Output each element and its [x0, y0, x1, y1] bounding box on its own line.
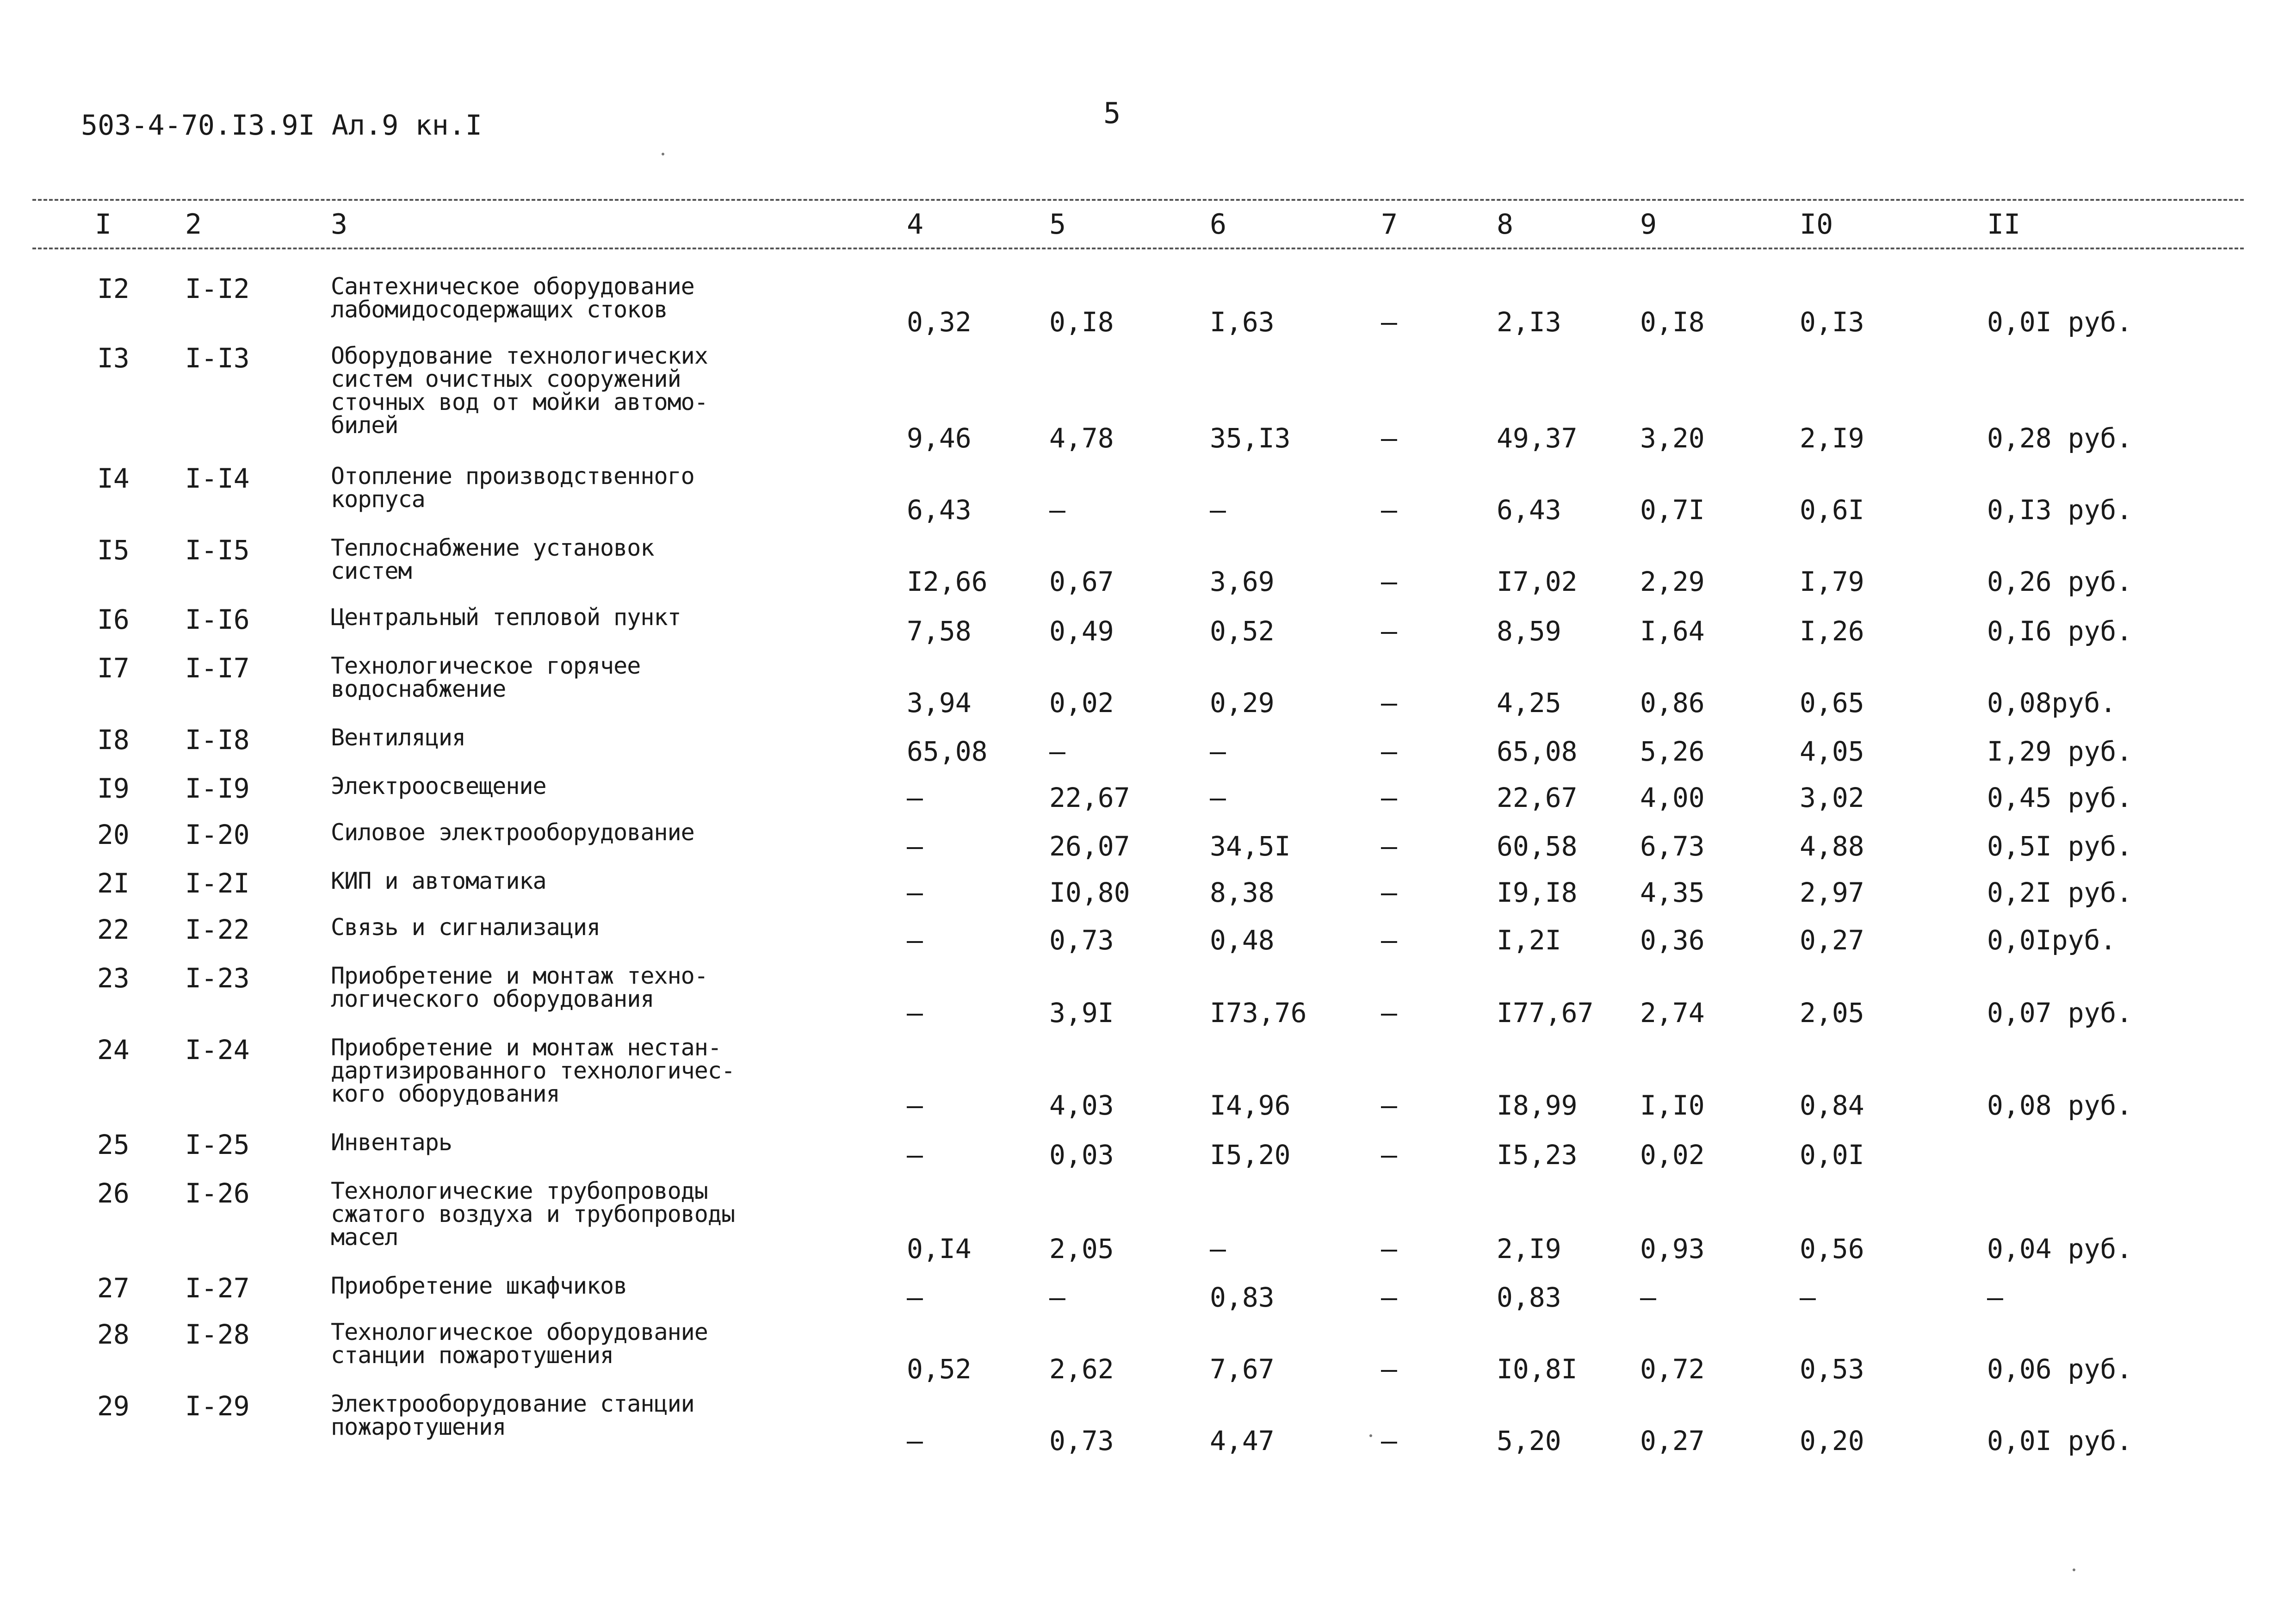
value-col-10: I,26 — [1800, 615, 1864, 647]
value-col-9: 0,93 — [1640, 1233, 1705, 1264]
value-col-11: 0,08руб. — [1987, 687, 2117, 719]
value-col-7: – — [1381, 687, 1397, 719]
value-col-7: – — [1381, 422, 1397, 454]
value-col-5: 26,07 — [1049, 831, 1130, 862]
value-col-11: 0,45 руб. — [1987, 782, 2133, 813]
column-header: 2 — [185, 208, 202, 241]
value-col-8: 6,43 — [1497, 494, 1561, 526]
row-description: Приобретение и монтаж техно- логического оборудования — [331, 962, 708, 1012]
value-col-8: 8,59 — [1497, 615, 1561, 647]
value-col-10: 2,05 — [1800, 997, 1864, 1029]
value-col-5: 2,05 — [1049, 1233, 1114, 1264]
value-col-8: 22,67 — [1497, 782, 1578, 813]
value-col-7: – — [1381, 1282, 1397, 1313]
value-col-8: I8,99 — [1497, 1090, 1578, 1121]
value-col-4: 65,08 — [907, 736, 988, 767]
row-number: 23 — [97, 962, 130, 994]
row-code: I-I6 — [185, 604, 250, 635]
value-col-5: – — [1049, 1282, 1065, 1313]
value-col-9: 0,27 — [1640, 1425, 1705, 1457]
row-description: Теплоснабжение установок систем — [331, 534, 654, 584]
value-col-9: I,64 — [1640, 615, 1705, 647]
scan-speck — [662, 153, 664, 155]
value-col-11: 0,I6 руб. — [1987, 615, 2133, 647]
value-col-4: 6,43 — [907, 494, 972, 526]
value-col-11: 0,0I руб. — [1987, 1425, 2133, 1457]
value-col-8: 2,I9 — [1497, 1233, 1561, 1264]
value-col-9: 2,74 — [1640, 997, 1705, 1029]
value-col-4: 0,I4 — [907, 1233, 972, 1264]
value-col-7: – — [1381, 494, 1397, 526]
value-col-9: 2,29 — [1640, 566, 1705, 597]
column-header: 8 — [1497, 208, 1514, 241]
value-col-6: I73,76 — [1210, 997, 1307, 1029]
scan-speck — [2073, 1568, 2075, 1571]
value-col-5: 2,62 — [1049, 1353, 1114, 1385]
value-col-5: 0,73 — [1049, 924, 1114, 956]
column-header: II — [1987, 208, 2021, 241]
value-col-4: 0,52 — [907, 1353, 972, 1385]
value-col-4: 3,94 — [907, 687, 972, 719]
value-col-5: – — [1049, 736, 1065, 767]
value-col-10: 2,I9 — [1800, 422, 1864, 454]
value-col-6: 35,I3 — [1210, 422, 1291, 454]
row-code: I-27 — [185, 1272, 250, 1304]
row-number: I7 — [97, 652, 130, 684]
value-col-4: 7,58 — [907, 615, 972, 647]
value-col-8: 5,20 — [1497, 1425, 1561, 1457]
row-number: 20 — [97, 819, 130, 850]
header-top-rule — [32, 199, 2244, 201]
value-col-7: – — [1381, 1353, 1397, 1385]
value-col-8: 49,37 — [1497, 422, 1578, 454]
row-code: I-20 — [185, 819, 250, 850]
value-col-4: 9,46 — [907, 422, 972, 454]
value-col-11: 0,5I руб. — [1987, 831, 2133, 862]
value-col-8: I9,I8 — [1497, 877, 1578, 908]
value-col-6: 8,38 — [1210, 877, 1275, 908]
row-description: Инвентарь — [331, 1129, 452, 1156]
row-description: Связь и сигнализация — [331, 914, 601, 941]
document-code: 503-4-70.I3.9I Ал.9 кн.I — [81, 109, 482, 142]
value-col-9: – — [1640, 1282, 1656, 1313]
value-col-9: 5,26 — [1640, 736, 1705, 767]
value-col-10: 0,6I — [1800, 494, 1864, 526]
row-number: 28 — [97, 1319, 130, 1350]
value-col-4: – — [907, 924, 923, 956]
row-description: Приобретение и монтаж нестан- дартизированного технологичес- кого оборудования — [331, 1034, 735, 1107]
value-col-5: – — [1049, 494, 1065, 526]
value-col-5: 3,9I — [1049, 997, 1114, 1029]
value-col-10: 0,84 — [1800, 1090, 1864, 1121]
value-col-9: 0,02 — [1640, 1139, 1705, 1171]
value-col-6: I4,96 — [1210, 1090, 1291, 1121]
value-col-11: 0,I3 руб. — [1987, 494, 2133, 526]
value-col-8: 2,I3 — [1497, 306, 1561, 338]
value-col-7: – — [1381, 566, 1397, 597]
value-col-6: – — [1210, 736, 1226, 767]
value-col-5: 0,67 — [1049, 566, 1114, 597]
value-col-10: 2,97 — [1800, 877, 1864, 908]
value-col-7: – — [1381, 1233, 1397, 1264]
row-code: I-I4 — [185, 463, 250, 494]
value-col-9: 3,20 — [1640, 422, 1705, 454]
value-col-10: 0,20 — [1800, 1425, 1864, 1457]
column-header: I — [95, 208, 112, 241]
value-col-11: 0,28 руб. — [1987, 422, 2133, 454]
row-code: I-28 — [185, 1319, 250, 1350]
row-description: Технологическое оборудование станции пожаротушения — [331, 1319, 708, 1369]
value-col-10: 4,05 — [1800, 736, 1864, 767]
value-col-4: – — [907, 831, 923, 862]
row-code: I-I7 — [185, 652, 250, 684]
row-number: 29 — [97, 1390, 130, 1422]
row-number: I8 — [97, 724, 130, 756]
value-col-9: 6,73 — [1640, 831, 1705, 862]
value-col-11: 0,2I руб. — [1987, 877, 2133, 908]
value-col-9: 0,72 — [1640, 1353, 1705, 1385]
value-col-5: 22,67 — [1049, 782, 1130, 813]
row-code: I-29 — [185, 1390, 250, 1422]
column-header: 9 — [1640, 208, 1657, 241]
value-col-10: 3,02 — [1800, 782, 1864, 813]
row-description: Технологические трубопроводы сжатого воздуха и трубопроводы масел — [331, 1178, 735, 1251]
value-col-6: 0,83 — [1210, 1282, 1275, 1313]
value-col-8: I,2I — [1497, 924, 1561, 956]
value-col-7: – — [1381, 615, 1397, 647]
value-col-9: 0,86 — [1640, 687, 1705, 719]
row-code: I-25 — [185, 1129, 250, 1160]
value-col-10: 0,0I — [1800, 1139, 1864, 1171]
value-col-10: – — [1800, 1282, 1816, 1313]
value-col-4: – — [907, 877, 923, 908]
value-col-4: – — [907, 1090, 923, 1121]
value-col-7: – — [1381, 1425, 1397, 1457]
value-col-7: – — [1381, 306, 1397, 338]
row-number: 27 — [97, 1272, 130, 1304]
column-header: 7 — [1381, 208, 1398, 241]
row-description: Силовое электрооборудование — [331, 819, 694, 846]
value-col-5: 0,02 — [1049, 687, 1114, 719]
value-col-11: 0,0Iруб. — [1987, 924, 2117, 956]
row-description: Отопление производственного корпуса — [331, 463, 694, 513]
value-col-8: I7,02 — [1497, 566, 1578, 597]
value-col-5: 0,73 — [1049, 1425, 1114, 1457]
row-number: 22 — [97, 914, 130, 945]
row-code: I-26 — [185, 1178, 250, 1209]
value-col-5: I0,80 — [1049, 877, 1130, 908]
value-col-8: I5,23 — [1497, 1139, 1578, 1171]
row-description: Электрооборудование станции пожаротушения — [331, 1390, 694, 1440]
value-col-11: 0,08 руб. — [1987, 1090, 2133, 1121]
row-code: I-24 — [185, 1034, 250, 1066]
value-col-11: – — [1987, 1282, 2003, 1313]
value-col-6: I5,20 — [1210, 1139, 1291, 1171]
value-col-6: 3,69 — [1210, 566, 1275, 597]
value-col-11: 0,26 руб. — [1987, 566, 2133, 597]
row-description: Приобретение шкафчиков — [331, 1272, 627, 1299]
value-col-5: 0,I8 — [1049, 306, 1114, 338]
value-col-11: 0,0I руб. — [1987, 306, 2133, 338]
value-col-10: I,79 — [1800, 566, 1864, 597]
row-description: Оборудование технологических систем очистных сооружений сточных вод от мойки автомо- билей — [331, 342, 708, 439]
value-col-6: 0,48 — [1210, 924, 1275, 956]
value-col-11: 0,06 руб. — [1987, 1353, 2133, 1385]
value-col-7: – — [1381, 924, 1397, 956]
value-col-6: 0,29 — [1210, 687, 1275, 719]
value-col-5: 4,78 — [1049, 422, 1114, 454]
value-col-7: – — [1381, 1139, 1397, 1171]
row-code: I-22 — [185, 914, 250, 945]
value-col-8: 0,83 — [1497, 1282, 1561, 1313]
value-col-4: – — [907, 997, 923, 1029]
value-col-9: 4,00 — [1640, 782, 1705, 813]
page-number: 5 — [1103, 96, 1121, 130]
value-col-6: 34,5I — [1210, 831, 1291, 862]
value-col-11: 0,04 руб. — [1987, 1233, 2133, 1264]
value-col-4: – — [907, 1282, 923, 1313]
value-col-10: 0,53 — [1800, 1353, 1864, 1385]
value-col-8: I0,8I — [1497, 1353, 1578, 1385]
row-number: 24 — [97, 1034, 130, 1066]
row-code: I-I3 — [185, 342, 250, 374]
row-description: КИП и автоматика — [331, 868, 546, 894]
column-header: I0 — [1800, 208, 1833, 241]
value-col-6: – — [1210, 782, 1226, 813]
row-number: I6 — [97, 604, 130, 635]
value-col-9: 0,36 — [1640, 924, 1705, 956]
column-header: 4 — [907, 208, 924, 241]
value-col-10: 0,I3 — [1800, 306, 1864, 338]
row-description: Вентиляция — [331, 724, 466, 751]
value-col-10: 0,27 — [1800, 924, 1864, 956]
row-code: I-2I — [185, 868, 250, 899]
row-code: I-I2 — [185, 273, 250, 304]
row-number: I2 — [97, 273, 130, 304]
value-col-6: – — [1210, 494, 1226, 526]
value-col-7: – — [1381, 1090, 1397, 1121]
value-col-10: 4,88 — [1800, 831, 1864, 862]
value-col-11: 0,07 руб. — [1987, 997, 2133, 1029]
value-col-7: – — [1381, 997, 1397, 1029]
row-description: Электроосвещение — [331, 773, 546, 800]
value-col-7: – — [1381, 736, 1397, 767]
value-col-4: 0,32 — [907, 306, 972, 338]
value-col-4: – — [907, 782, 923, 813]
value-col-9: 0,7I — [1640, 494, 1705, 526]
row-code: I-I8 — [185, 724, 250, 756]
value-col-6: I,63 — [1210, 306, 1275, 338]
value-col-9: 0,I8 — [1640, 306, 1705, 338]
row-number: I3 — [97, 342, 130, 374]
row-number: I9 — [97, 773, 130, 804]
scan-speck — [1369, 1434, 1372, 1437]
header-bottom-rule — [32, 248, 2244, 249]
row-number: 25 — [97, 1129, 130, 1160]
row-number: 26 — [97, 1178, 130, 1209]
value-col-10: 0,56 — [1800, 1233, 1864, 1264]
row-code: I-23 — [185, 962, 250, 994]
value-col-4: – — [907, 1139, 923, 1171]
value-col-4: I2,66 — [907, 566, 988, 597]
row-description: Центральный тепловой пункт — [331, 604, 681, 631]
row-description: Технологическое горячее водоснабжение — [331, 652, 641, 702]
row-code: I-I9 — [185, 773, 250, 804]
column-header: 3 — [331, 208, 348, 241]
column-header: 6 — [1210, 208, 1227, 241]
value-col-5: 0,49 — [1049, 615, 1114, 647]
value-col-8: 65,08 — [1497, 736, 1578, 767]
value-col-7: – — [1381, 831, 1397, 862]
value-col-6: 7,67 — [1210, 1353, 1275, 1385]
value-col-8: I77,67 — [1497, 997, 1594, 1029]
row-number: I5 — [97, 534, 130, 566]
value-col-8: 4,25 — [1497, 687, 1561, 719]
value-col-4: – — [907, 1425, 923, 1457]
row-description: Сантехническое оборудование лабомидосодержащих стоков — [331, 273, 694, 323]
value-col-7: – — [1381, 782, 1397, 813]
value-col-7: – — [1381, 877, 1397, 908]
value-col-8: 60,58 — [1497, 831, 1578, 862]
column-header: 5 — [1049, 208, 1066, 241]
value-col-5: 0,03 — [1049, 1139, 1114, 1171]
value-col-6: 4,47 — [1210, 1425, 1275, 1457]
value-col-9: 4,35 — [1640, 877, 1705, 908]
value-col-11: I,29 руб. — [1987, 736, 2133, 767]
value-col-9: I,I0 — [1640, 1090, 1705, 1121]
row-code: I-I5 — [185, 534, 250, 566]
value-col-6: – — [1210, 1233, 1226, 1264]
row-number: I4 — [97, 463, 130, 494]
value-col-10: 0,65 — [1800, 687, 1864, 719]
row-number: 2I — [97, 868, 130, 899]
value-col-6: 0,52 — [1210, 615, 1275, 647]
value-col-5: 4,03 — [1049, 1090, 1114, 1121]
